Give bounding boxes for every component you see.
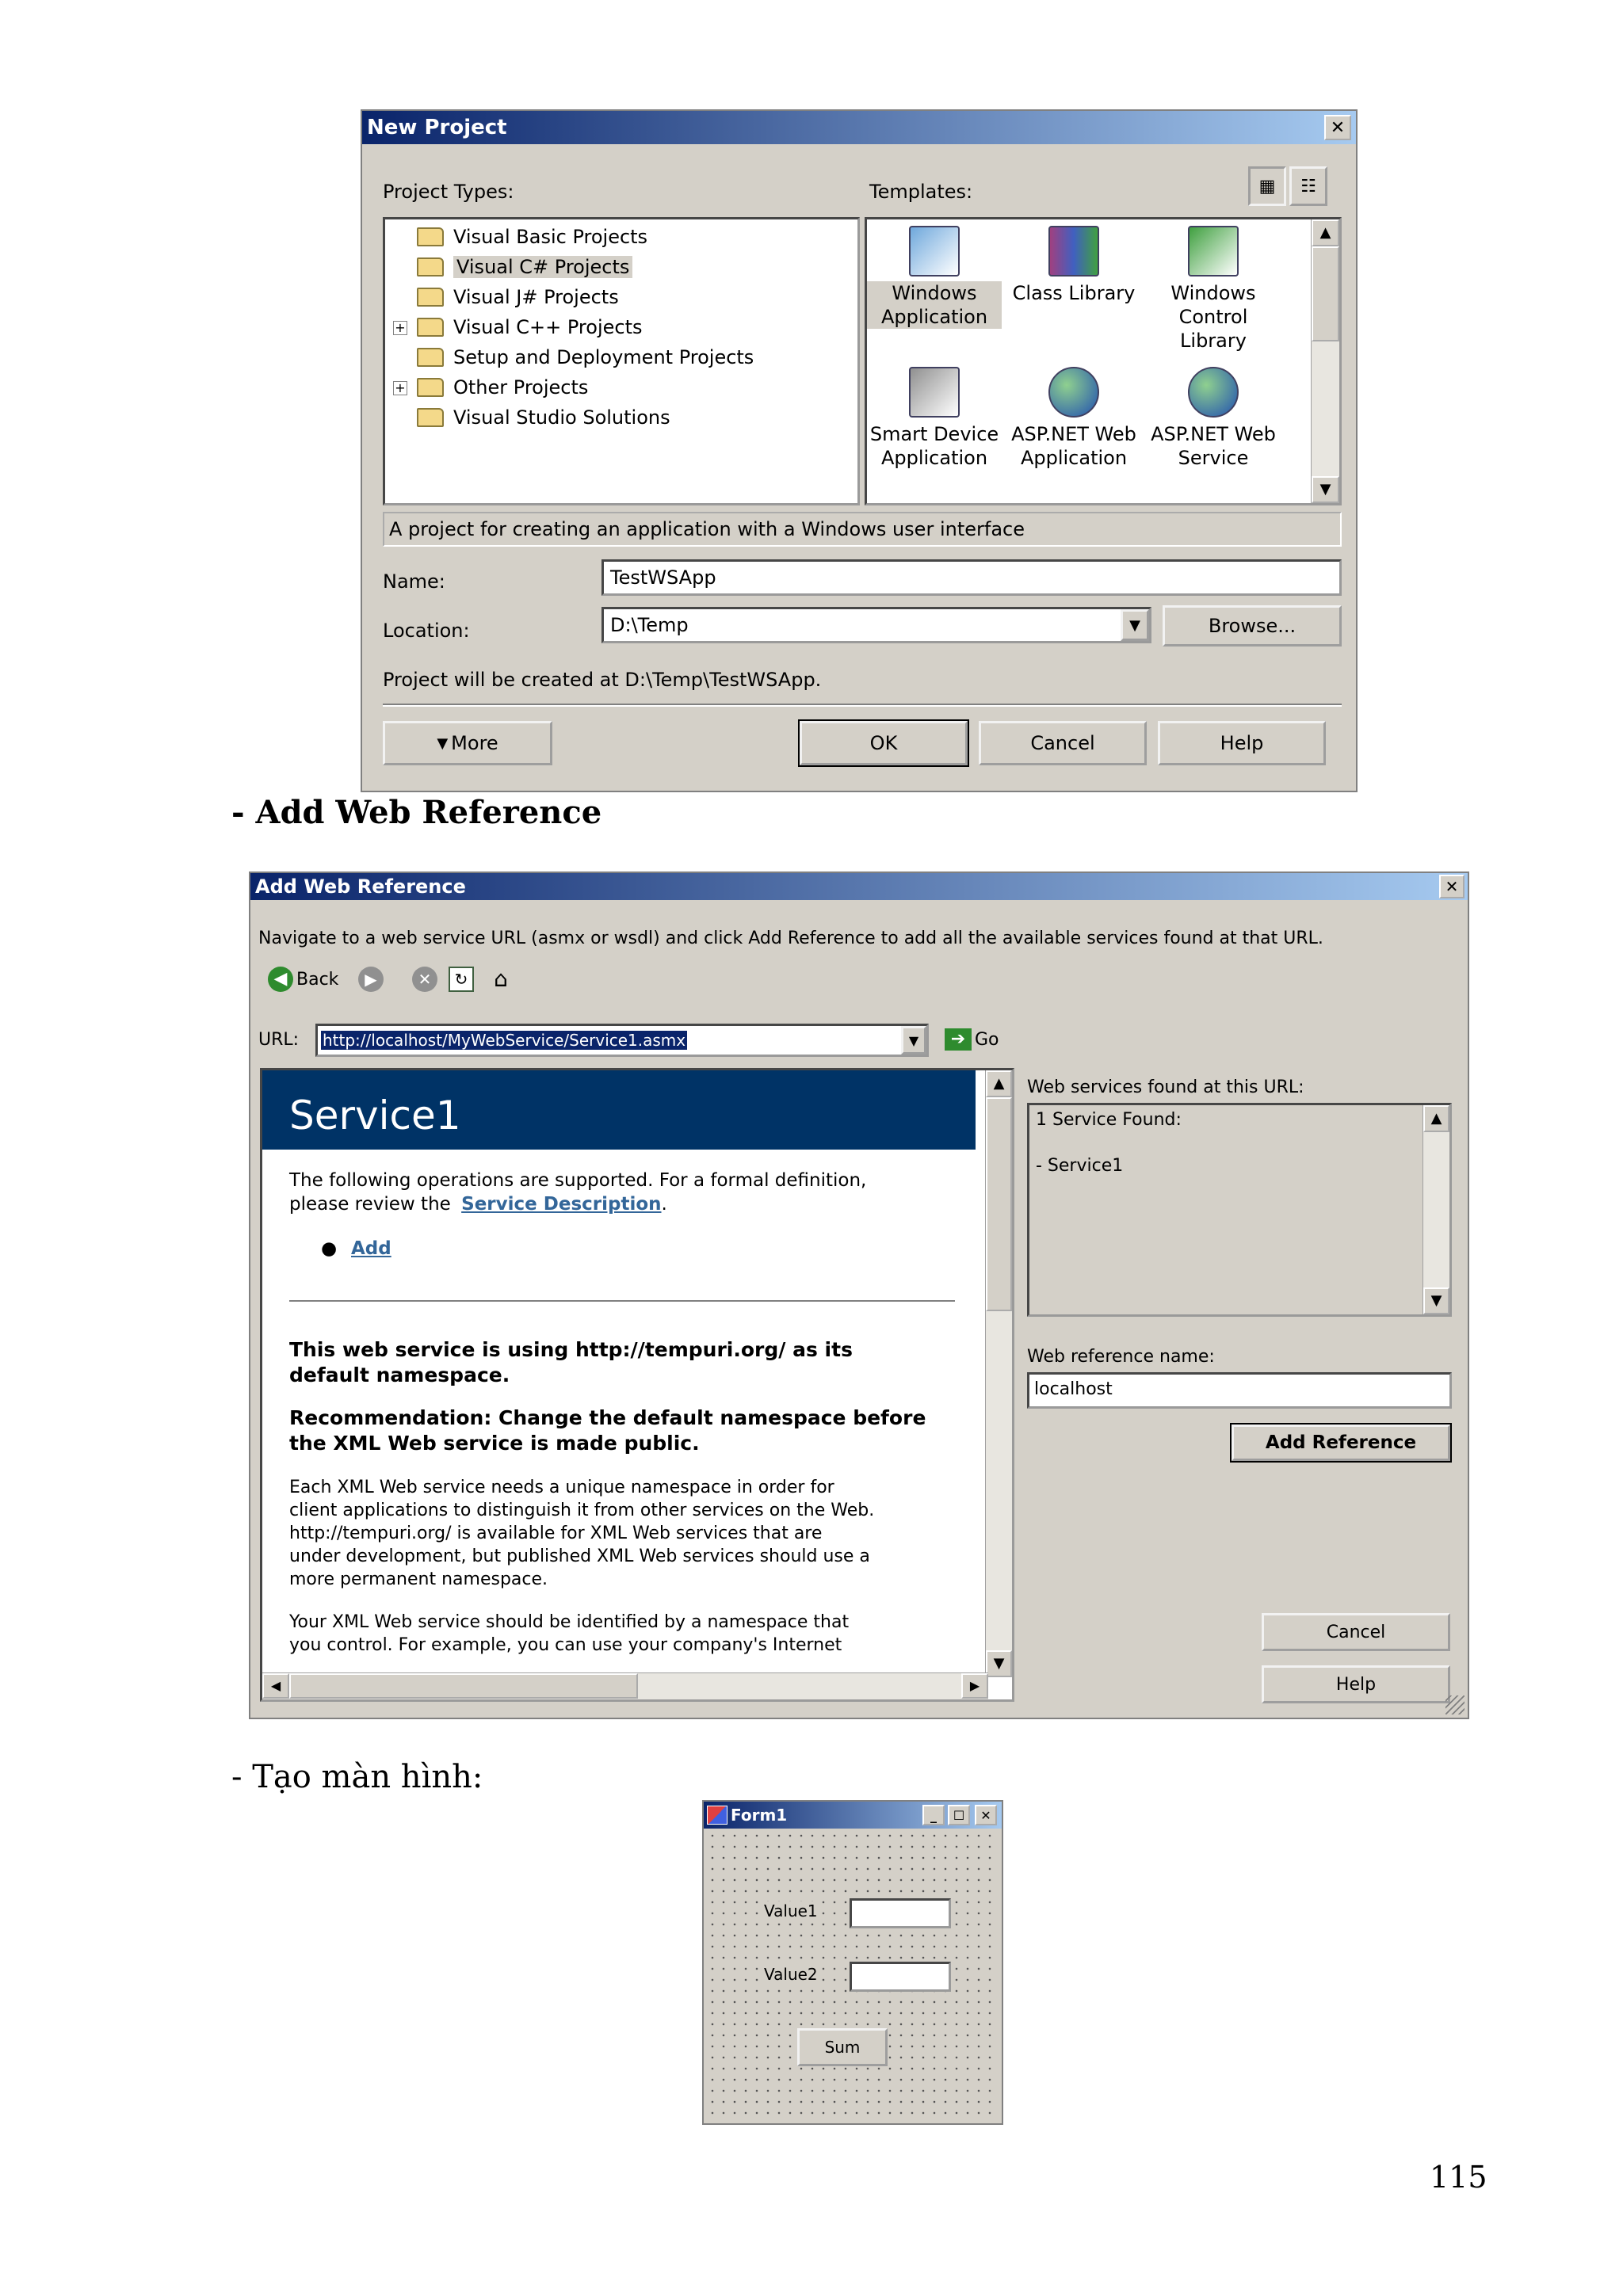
templates-label: Templates: <box>869 181 973 203</box>
scroll-down-icon[interactable]: ▼ <box>1312 476 1339 503</box>
url-label: URL: <box>258 1030 300 1050</box>
services-found-box: 1 Service Found: - Service1 ▲ ▼ <box>1027 1103 1452 1317</box>
help-button[interactable]: Help <box>1262 1665 1450 1703</box>
heading-create-screen: - Tạo màn hình: <box>231 1759 483 1795</box>
tree-item-other-projects[interactable]: Other Projects <box>417 376 588 399</box>
go-arrow-icon: ➔ <box>945 1028 972 1051</box>
scroll-down-icon[interactable]: ▼ <box>1423 1287 1449 1314</box>
description-bar: A project for creating an application with a Windows user interface <box>383 512 1342 547</box>
aspnet-web-service-icon <box>1188 367 1239 418</box>
maximize-icon[interactable]: ☐ <box>948 1805 970 1825</box>
scroll-up-icon[interactable]: ▲ <box>986 1070 1012 1097</box>
form-design-surface[interactable] <box>707 1830 999 2120</box>
template-class-library[interactable]: Class Library <box>1006 226 1141 305</box>
hscroll-thumb[interactable] <box>289 1673 638 1699</box>
ref-name-input[interactable]: localhost <box>1027 1372 1452 1409</box>
tree-item-vs-solutions[interactable]: Visual Studio Solutions <box>417 406 670 429</box>
new-project-titlebar <box>362 111 1356 144</box>
form1-window <box>702 1800 1003 2125</box>
large-icons-view-icon[interactable]: ▦ <box>1248 166 1286 206</box>
page-number: 115 <box>1430 2160 1487 2195</box>
tree-item-visual-basic[interactable]: Visual Basic Projects <box>417 226 647 248</box>
help-button[interactable]: Help <box>1158 721 1326 765</box>
found-scrollbar[interactable] <box>1423 1105 1449 1314</box>
browser-vscrollbar[interactable] <box>985 1070 1012 1677</box>
form1-title: Form1 <box>731 1806 788 1825</box>
folder-icon <box>417 408 444 427</box>
templates-list[interactable] <box>865 217 1342 505</box>
double-chevron-down-icon: ▼ <box>437 734 449 752</box>
browser-hscrollbar[interactable] <box>262 1672 988 1699</box>
add-web-ref-titlebar <box>250 873 1468 900</box>
new-project-title: New Project <box>367 116 507 139</box>
service-description-link[interactable]: Service Description <box>461 1194 662 1215</box>
stop-icon[interactable]: ✕ <box>412 967 437 992</box>
smart-device-icon <box>909 367 960 418</box>
folder-icon <box>417 378 444 397</box>
value1-label: Value1 <box>761 1901 821 1920</box>
expand-icon[interactable]: + <box>393 321 407 335</box>
cancel-button[interactable]: Cancel <box>979 721 1147 765</box>
scroll-up-icon[interactable]: ▲ <box>1312 219 1339 246</box>
forward-arrow-icon[interactable]: ▶ <box>358 967 384 992</box>
close-icon[interactable]: ✕ <box>1324 115 1351 140</box>
location-combo[interactable]: D:\Temp ▼ <box>601 607 1151 643</box>
divider <box>289 1300 955 1302</box>
separator <box>383 704 1342 707</box>
dropdown-arrow-icon[interactable]: ▼ <box>901 1026 926 1055</box>
add-reference-button[interactable]: Add Reference <box>1232 1425 1450 1461</box>
template-windows-application[interactable]: Windows Application <box>867 226 1002 329</box>
add-web-ref-title: Add Web Reference <box>255 875 466 898</box>
close-icon[interactable]: ✕ <box>1439 875 1465 898</box>
template-smart-device[interactable]: Smart Device Application <box>867 367 1002 470</box>
service-title: Service1 <box>289 1093 461 1138</box>
templates-scrollbar[interactable] <box>1311 219 1339 503</box>
back-arrow-icon: ◀ <box>268 967 293 992</box>
cancel-button[interactable]: Cancel <box>1262 1613 1450 1651</box>
back-button[interactable]: ◀ Back <box>268 967 338 992</box>
tree-item-visual-cpp[interactable]: Visual C++ Projects <box>417 316 643 338</box>
project-types-tree[interactable] <box>383 217 860 505</box>
new-project-dialog <box>361 109 1358 792</box>
home-icon[interactable]: ⌂ <box>494 966 508 992</box>
template-aspnet-web-service[interactable]: ASP.NET Web Service <box>1146 367 1281 470</box>
windows-app-icon <box>909 226 960 277</box>
scroll-thumb[interactable] <box>986 1097 1012 1311</box>
small-icons-view-icon[interactable]: ☷ <box>1289 166 1327 206</box>
expand-icon[interactable]: + <box>393 381 407 395</box>
tree-item-visual-csharp[interactable]: Visual C# Projects <box>417 256 632 278</box>
scroll-up-icon[interactable]: ▲ <box>1423 1105 1449 1132</box>
url-combo[interactable]: http://localhost/MyWebService/Service1.asmx ▼ <box>315 1024 929 1057</box>
project-types-label: Project Types: <box>383 181 514 203</box>
name-label: Name: <box>383 570 445 593</box>
heading-add-web-reference: - Add Web Reference <box>231 794 602 831</box>
refresh-icon[interactable]: ↻ <box>449 967 474 992</box>
control-library-icon <box>1188 226 1239 277</box>
service-browser-pane[interactable]: Service1 The following operations are supported. For a formal definition, please review the Service Description. ● Add This web service is using http://tempuri.org/ as its default namespace. Recommendation: Change the default namespace before the XML Web service is made public. Each XML Web service needs a unique namespace in order for client applications to distinguish it from other services on the Web. http://tempuri.org/ is available for XML Web services that are under development, but published XML Web services should use a more permanent namespace. Your XML Web service should be identified by a namespace that you control. For example, you can use your company's Internet ▲ ▼ ◀ ▶ <box>260 1068 1014 1702</box>
resize-grip-icon[interactable] <box>1445 1695 1465 1714</box>
scroll-left-icon[interactable]: ◀ <box>262 1673 289 1699</box>
add-web-reference-dialog <box>249 871 1469 1719</box>
scroll-thumb[interactable] <box>1312 246 1339 341</box>
ref-name-label: Web reference name: <box>1027 1347 1215 1367</box>
location-label: Location: <box>383 620 470 642</box>
ok-button[interactable]: OK <box>800 721 968 765</box>
tree-item-setup-deployment[interactable]: Setup and Deployment Projects <box>417 346 754 368</box>
service-header <box>262 1070 976 1150</box>
operation-add-link[interactable]: Add <box>351 1238 391 1259</box>
open-folder-icon <box>417 257 444 277</box>
close-icon[interactable]: ✕ <box>975 1805 997 1825</box>
scroll-right-icon[interactable]: ▶ <box>961 1673 988 1699</box>
value1-textbox[interactable] <box>850 1898 951 1928</box>
sum-button[interactable]: Sum <box>797 2028 888 2066</box>
folder-icon <box>417 288 444 307</box>
scroll-down-icon[interactable]: ▼ <box>986 1650 1012 1677</box>
aspnet-web-app-icon <box>1048 367 1099 418</box>
folder-icon <box>417 348 444 367</box>
minimize-icon[interactable]: _ <box>922 1805 945 1825</box>
template-windows-control-library[interactable]: Windows Control Library <box>1146 226 1281 353</box>
tree-item-visual-jsharp[interactable]: Visual J# Projects <box>417 286 619 308</box>
more-button[interactable]: ▼ More <box>383 721 552 765</box>
go-button[interactable]: ➔ Go <box>945 1028 999 1051</box>
name-input[interactable]: TestWSApp <box>601 559 1342 596</box>
folder-icon <box>417 227 444 246</box>
value2-label: Value2 <box>761 1965 821 1984</box>
folder-icon <box>417 318 444 337</box>
found-label: Web services found at this URL: <box>1027 1077 1304 1097</box>
bullet-icon: ● <box>321 1238 338 1259</box>
created-at-text: Project will be created at D:\Temp\TestWSApp. <box>383 669 822 691</box>
class-library-icon <box>1048 226 1099 277</box>
value2-textbox[interactable] <box>850 1962 951 1992</box>
template-aspnet-web-app[interactable]: ASP.NET Web Application <box>1006 367 1141 470</box>
browse-button[interactable]: Browse... <box>1163 605 1342 646</box>
form-app-icon <box>707 1806 727 1825</box>
dropdown-arrow-icon[interactable]: ▼ <box>1121 609 1149 641</box>
instruction-text: Navigate to a web service URL (asmx or wsdl) and click Add Reference to add all the available services found at that URL. <box>258 929 1323 948</box>
